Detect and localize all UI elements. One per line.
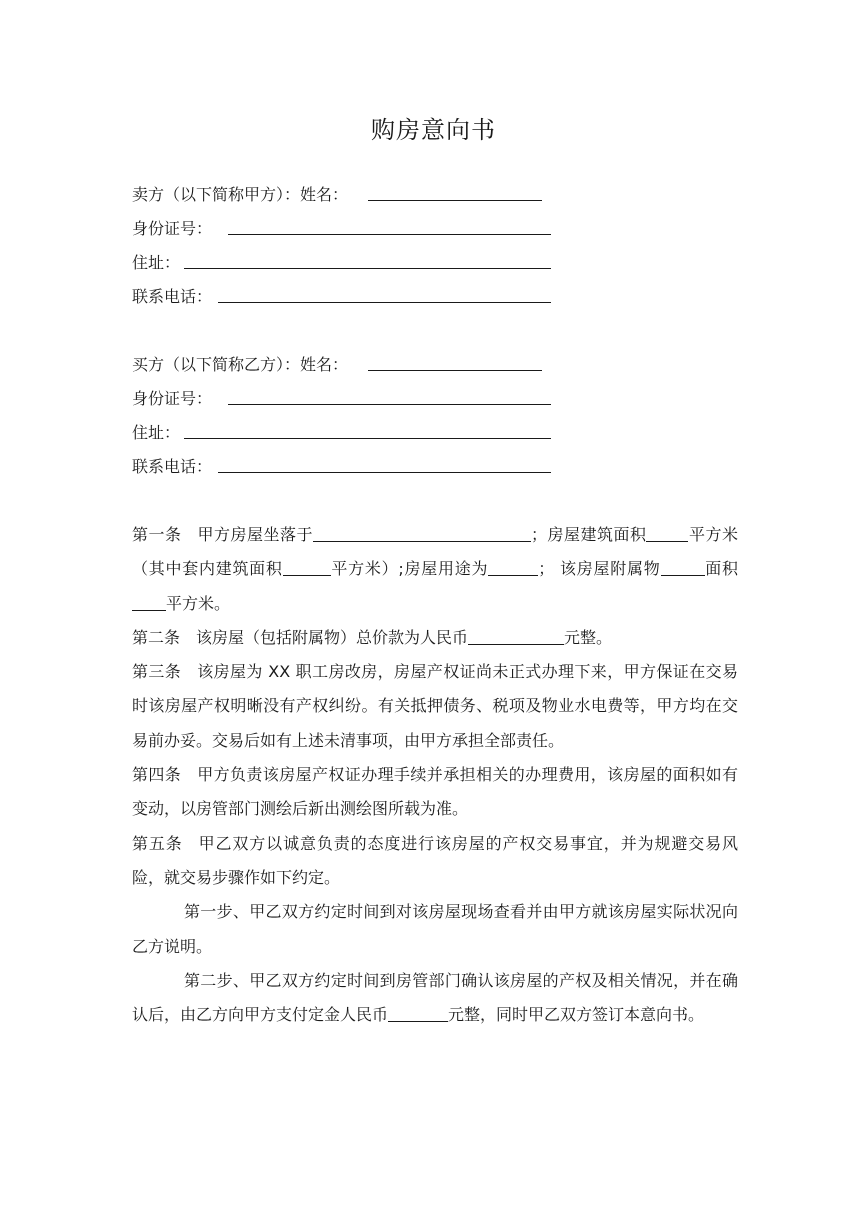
buyer-id-blank[interactable] xyxy=(228,404,551,405)
property-location-blank[interactable] xyxy=(313,525,531,542)
inner-area-blank[interactable] xyxy=(283,559,331,576)
step-2 xyxy=(132,964,738,1033)
seller-section xyxy=(132,178,562,314)
clauses-section xyxy=(132,518,738,1032)
seller-name-label: 卖方（以下简称甲方）：姓名： xyxy=(132,185,349,204)
step-2-text-a: 第二步、甲乙双方约定时间到房管部门确认该房屋的产权及相关情况，并在确认后，由乙方向甲方支付定金人民币 xyxy=(132,970,738,1025)
clause-1-text-a: 甲方房屋坐落于 xyxy=(197,525,313,544)
buyer-section xyxy=(132,348,562,484)
seller-phone-blank[interactable] xyxy=(218,302,551,303)
clause-2-text-a: 该房屋（包括附属物）总价款为人民币 xyxy=(196,627,469,647)
clause-2 xyxy=(132,621,738,655)
buyer-phone-blank[interactable] xyxy=(218,472,551,473)
buyer-id-label: 身份证号： xyxy=(132,389,213,408)
buyer-name-blank[interactable] xyxy=(368,370,542,371)
step-1-text: 第一步、甲乙双方约定时间到对该房屋现场查看并由甲方就该房屋实际状况向乙方说明。 xyxy=(132,902,738,956)
seller-name-row xyxy=(132,178,562,212)
seller-phone-row xyxy=(132,280,562,314)
buyer-phone-label: 联系电话： xyxy=(132,457,213,476)
buyer-phone-row xyxy=(132,450,562,484)
buyer-name-row xyxy=(132,348,562,382)
deposit-amount-blank[interactable] xyxy=(388,1005,448,1022)
clause-4 xyxy=(132,758,738,827)
seller-name-blank[interactable] xyxy=(368,200,542,201)
seller-id-blank[interactable] xyxy=(228,234,551,235)
clause-2-text-b: 元整。 xyxy=(564,627,613,647)
seller-phone-label: 联系电话： xyxy=(132,287,213,306)
clause-1-text-e: ； 该房屋附属物 xyxy=(538,559,661,579)
clause-2-number: 第二条 xyxy=(132,627,181,647)
clause-1-text-d: 平方米）;房屋用途为 xyxy=(330,559,489,579)
clause-5-number: 第五条 xyxy=(132,833,183,853)
buyer-id-row xyxy=(132,382,562,416)
property-use-blank[interactable] xyxy=(488,559,538,576)
step-1 xyxy=(132,895,738,964)
buyer-address-row xyxy=(132,416,562,450)
appendage-blank[interactable] xyxy=(661,559,705,576)
building-area-blank[interactable] xyxy=(646,525,688,542)
clause-1-text-f: 面积 xyxy=(704,559,738,579)
seller-id-row xyxy=(132,212,562,246)
clause-1 xyxy=(132,518,738,621)
clause-1-number: 第一条 xyxy=(132,525,182,544)
seller-address-row xyxy=(132,246,562,280)
buyer-name-label: 买方（以下简称乙方）：姓名： xyxy=(132,355,349,374)
seller-address-label: 住址： xyxy=(132,253,181,272)
buyer-address-blank[interactable] xyxy=(184,438,551,439)
document-title: 购房意向书 xyxy=(371,116,496,144)
buyer-address-label: 住址： xyxy=(132,423,181,442)
clause-4-number: 第四条 xyxy=(132,765,182,785)
appendage-area-blank[interactable] xyxy=(132,594,166,611)
clause-1-text-b: ；房屋建筑面积 xyxy=(530,525,647,544)
step-2-text-b: 元整，同时甲乙双方签订本意向书。 xyxy=(448,1005,705,1025)
clause-4-text: 甲方负责该房屋产权证办理手续并承担相关的办理费用，该房屋的面积如有变动，以房管部门测绘后新出测绘图所载为准。 xyxy=(132,765,738,819)
seller-address-blank[interactable] xyxy=(184,268,551,269)
clause-5-text: 甲乙双方以诚意负责的态度进行该房屋的产权交易事宜，并为规避交易风险，就交易步骤作如下约定。 xyxy=(132,833,738,887)
total-price-blank[interactable] xyxy=(468,628,564,645)
clause-3 xyxy=(132,655,738,758)
clause-1-text-c: 平方米（其中套内建筑面积 xyxy=(132,525,738,579)
clause-3-text: 该房屋为 XX 职工房改房，房屋产权证尚未正式办理下来，甲方保证在交易时该房屋产权明晰没有产权纠纷。有关抵押债务、税项及物业水电费等，甲方均在交易前办妥。交易后如有上述未清事项，由甲方承担全部责任。 xyxy=(132,662,738,750)
clause-3-number: 第三条 xyxy=(132,662,182,682)
seller-id-label: 身份证号： xyxy=(132,219,213,238)
clause-1-text-g: 平方米。 xyxy=(166,593,231,613)
clause-5 xyxy=(132,827,738,896)
